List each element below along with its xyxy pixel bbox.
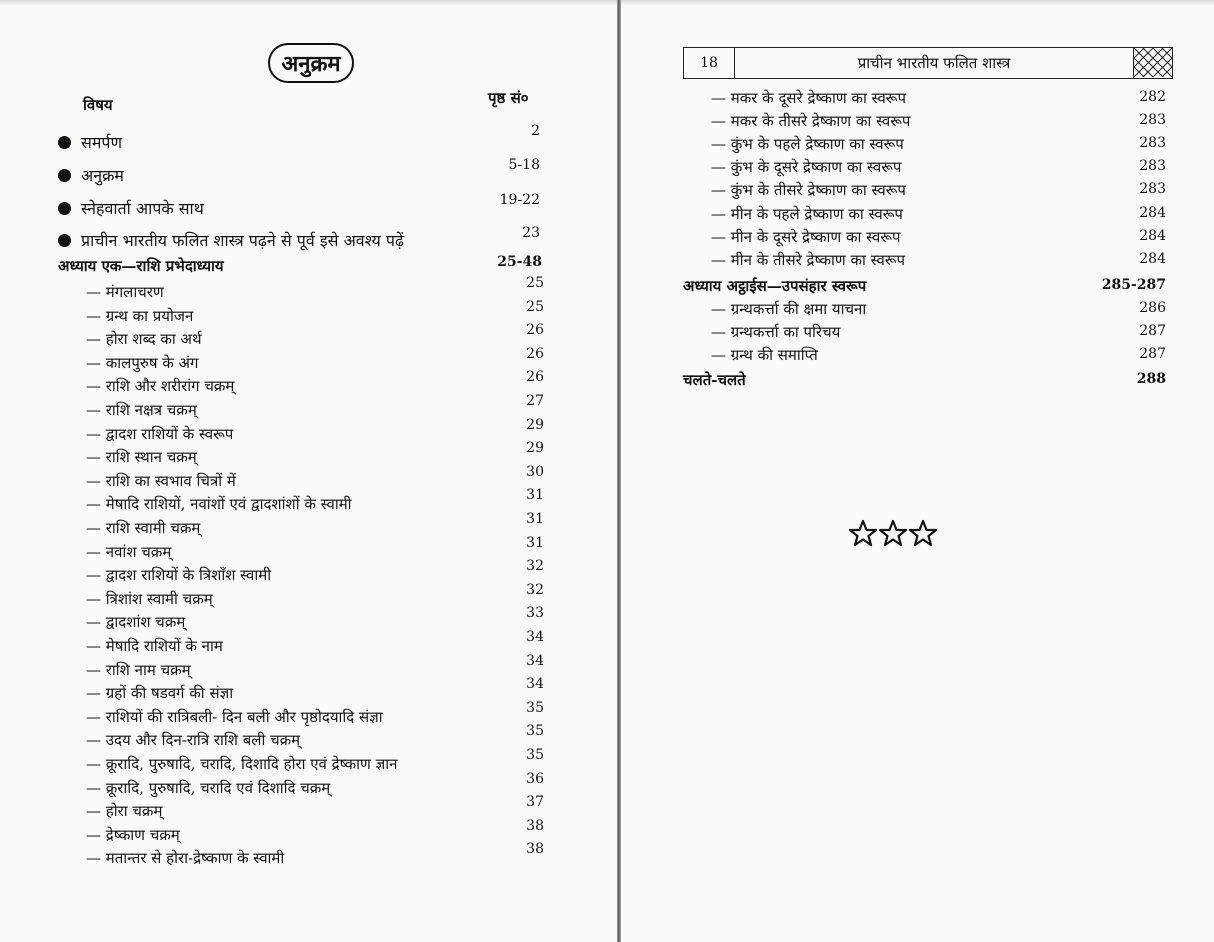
toc-entry-page: 31 (526, 511, 544, 527)
toc-title (268, 43, 354, 83)
toc-entry-page: 283 (1139, 158, 1166, 175)
toc-entry-page: 32 (526, 558, 544, 575)
toc-entry: — कुंभ के पहले द्रेष्काण का स्वरूप (711, 135, 904, 154)
toc-entry: — क्रूरादि, पुरुषादि, चरादि, दिशादि होरा एवं द्रेष्काण ज्ञान (86, 755, 398, 773)
toc-entry-page: 284 (1139, 227, 1166, 244)
toc-entry: — राशि स्वामी चक्रम् (86, 519, 201, 537)
toc-entry-page: 35 (526, 747, 544, 763)
chapter-heading-28: अध्याय अट्ठाईस—उपसंहार स्वरूप (683, 277, 867, 295)
toc-entry-page: 31 (526, 487, 544, 504)
toc-entry: — मीन के पहले द्रेष्काण का स्वरूप (711, 204, 903, 223)
toc-entry-page: 31 (526, 534, 544, 551)
toc-entry-page: 287 (1139, 346, 1166, 362)
toc-entry-page: 34 (526, 652, 544, 669)
toc-entry-page: 284 (1139, 204, 1166, 221)
toc-entry-page: 283 (1139, 135, 1166, 152)
toc-entry-page: 30 (526, 463, 544, 480)
toc-entry: — ग्रन्थकर्त्ता की क्षमा याचना (711, 300, 867, 318)
toc-entry: — द्रेष्काण चक्रम् (86, 825, 180, 844)
toc-entry-page: 29 (526, 440, 544, 457)
toc-entry: — कालपुरुष के अंग (86, 353, 199, 372)
bullet-page: 23 (522, 225, 540, 241)
toc-entry-page: 37 (526, 794, 544, 811)
toc-entry: — होरा शब्द का अर्थ (86, 330, 202, 349)
right-page (621, 0, 1214, 942)
toc-entry: — द्वादश राशियों के स्वरूप (86, 424, 234, 443)
toc-entry: — मेषादि राशियों के नाम (86, 637, 223, 655)
toc-entry: — मंगलाचरण (86, 283, 164, 301)
toc-entry-page: 286 (1139, 300, 1166, 316)
toc-entry-page: 34 (526, 629, 544, 645)
toc-entry-page: 25 (526, 298, 544, 315)
bullet-label: समर्पण (81, 133, 123, 152)
page-edge-shadow (0, 0, 617, 6)
hatch-ornament (1134, 48, 1172, 78)
star-ornament-icon (849, 518, 939, 550)
bullet-item (58, 229, 404, 251)
toc-entry: — त्रिशांश स्वामी चक्रम् (86, 589, 213, 608)
toc-entry-page: 282 (1139, 89, 1166, 105)
toc-entry: — ग्रन्थ का प्रयोजन (86, 306, 194, 325)
toc-entry: — मीन के तीसरे द्रेष्काण का स्वरूप (711, 250, 905, 269)
bullet-item (58, 131, 122, 153)
toc-entry: — उदय और दिन-रात्रि राशि बली चक्रम् (86, 731, 301, 750)
toc-entry: — राशियों की रात्रिबली- दिन बली और पृष्ठोदयादि संज्ञा (86, 707, 383, 726)
toc-entry-page: 25 (526, 275, 544, 291)
toc-entry-page: 32 (526, 581, 544, 598)
bullet-item (58, 197, 204, 219)
toc-entry-page: 35 (526, 699, 544, 716)
toc-entry-page: 283 (1139, 112, 1166, 129)
toc-entry: — ग्रहों की षडवर्ग की संज्ञा (86, 684, 234, 703)
toc-entry: — ग्रन्थकर्त्ता का परिचय (711, 323, 841, 341)
chapter-heading: अध्याय एक—राशि प्रभेदाध्याय (58, 257, 224, 275)
toc-entry-page: 36 (526, 770, 544, 787)
bullet-icon (58, 202, 71, 215)
toc-entry: — मकर के तीसरे द्रेष्काण का स्वरूप (711, 112, 911, 131)
page-number: 18 (684, 48, 735, 78)
toc-entry-page: 26 (526, 369, 544, 386)
bullet-icon (58, 169, 71, 182)
toc-entry: — द्वादश राशियों के त्रिशाँश स्वामी (86, 566, 272, 585)
running-header (683, 47, 1173, 79)
toc-entry-page: 287 (1139, 323, 1166, 339)
toc-entry: — कुंभ के तीसरे द्रेष्काण का स्वरूप (711, 181, 906, 200)
toc-entry: — कुंभ के दूसरे द्रेष्काण का स्वरूप (711, 158, 902, 177)
toc-entry: — ग्रन्थ की समाप्ति (711, 346, 818, 364)
toc-entry-page: 38 (526, 841, 544, 858)
toc-entry: — राशि नक्षत्र चक्रम् (86, 401, 197, 419)
toc-entry: — मकर के दूसरे द्रेष्काण का स्वरूप (711, 89, 906, 107)
toc-entry: — मीन के दूसरे द्रेष्काण का स्वरूप (711, 227, 901, 246)
bullet-icon (58, 234, 71, 247)
column-header-subject: विषय (83, 96, 113, 114)
toc-entry-page: 29 (526, 416, 544, 433)
toc-entry-page: 283 (1139, 181, 1166, 198)
closing-page: 288 (1136, 371, 1166, 387)
bullet-label: स्नेहवार्ता आपके साथ (81, 199, 204, 218)
chapter-page-range-28: 285-287 (1101, 277, 1166, 293)
bullet-label: अनुक्रम (81, 166, 124, 185)
toc-entry-page: 35 (526, 723, 544, 740)
toc-entry: — होरा चक्रम् (86, 802, 163, 821)
bullet-label: प्राचीन भारतीय फलित शास्त्र पढ़ने से पूर्व इसे अवश्य पढ़ें (81, 231, 404, 250)
toc-entry: — मतान्तर से होरा-द्रेष्काण के स्वामी (86, 849, 285, 868)
toc-entry: — नवांश चक्रम् (86, 542, 172, 561)
column-header-page: पृष्ठ सं० (488, 89, 529, 107)
toc-entry: — राशि का स्वभाव चित्रों में (86, 471, 236, 490)
toc-entry: — राशि नाम चक्रम् (86, 660, 191, 679)
running-title: प्राचीन भारतीय फलित शास्त्र (735, 48, 1134, 78)
toc-title-text: अनुक्रम (281, 51, 341, 77)
toc-entry: — द्वादशांश चक्रम् (86, 613, 186, 632)
toc-entry-page: 284 (1139, 250, 1166, 267)
toc-entry-page: 26 (526, 345, 544, 362)
toc-entry-page: 34 (526, 676, 544, 693)
closing-heading: चलते-चलते (683, 371, 746, 389)
chapter-page-range: 25-48 (497, 254, 542, 270)
toc-entry: — राशि स्थान चक्रम् (86, 448, 197, 467)
bullet-item (58, 164, 124, 186)
bullet-icon (58, 136, 71, 149)
bullet-page: 2 (531, 123, 540, 139)
bullet-page: 5-18 (508, 157, 540, 173)
toc-entry: — क्रूरादि, पुरुषादि, चरादि एवं दिशादि चक्रम् (86, 778, 331, 797)
toc-entry-page: 27 (526, 393, 544, 409)
toc-entry: — मेषादि राशियों, नवांशों एवं द्वादशांशों के स्वामी (86, 495, 352, 514)
bullet-page: 19-22 (499, 192, 540, 208)
toc-entry-page: 33 (526, 605, 544, 622)
toc-entry-page: 26 (526, 322, 544, 339)
page-edge-shadow (621, 0, 1214, 6)
toc-entry: — राशि और शरीरांग चक्रम् (86, 377, 235, 396)
toc-entry-page: 38 (526, 817, 544, 834)
